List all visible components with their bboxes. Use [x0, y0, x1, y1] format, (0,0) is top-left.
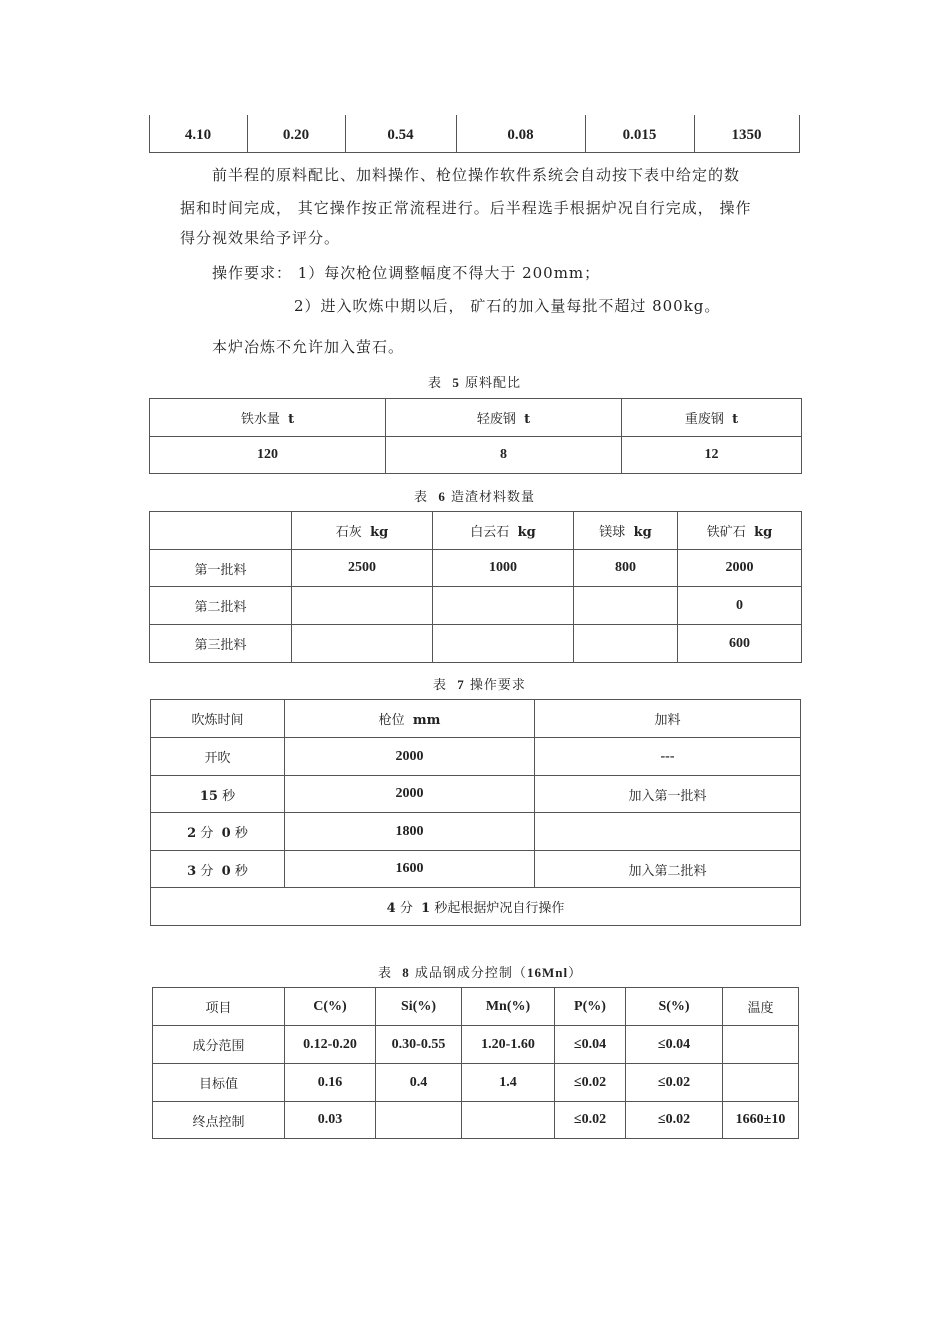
top-cell: 0.54	[387, 127, 414, 143]
top-cell: 4.10	[184, 127, 212, 143]
table8-cell: 0.4	[376, 1064, 462, 1102]
table8-header: C(%)	[285, 988, 376, 1026]
table6-cell	[433, 587, 574, 625]
table6-header: 石灰 kg	[292, 512, 433, 550]
table5-cell: 8	[386, 437, 622, 474]
table5-header: 重废钢 t	[622, 399, 802, 437]
table7-caption: 表 7 操作要求	[433, 677, 526, 693]
table6-cell: 2500	[292, 550, 433, 587]
top-cell: 0.015	[622, 127, 657, 143]
table8-caption: 表 8 成品钢成分控制（16Mnl）	[378, 965, 583, 981]
lance-cell: 1600	[285, 851, 535, 888]
table5-header: 轻废钢 t	[386, 399, 622, 437]
table8-cell: 1.4	[462, 1064, 555, 1102]
row-label: 终点控制	[153, 1102, 285, 1139]
row-label: 第三批料	[150, 625, 292, 663]
requirement-line: 操作要求： 1）每次枪位调整幅度不得大于 200mm；	[212, 264, 601, 282]
table-row	[150, 550, 802, 587]
top-cell: 1350	[731, 127, 762, 143]
table8-cell	[462, 1102, 555, 1139]
table5	[149, 398, 802, 474]
note-line: 本炉冶炼不允许加入萤石。	[212, 338, 405, 356]
row-label: 成分范围	[153, 1026, 285, 1064]
table6-cell	[574, 625, 678, 663]
table-row	[151, 813, 801, 851]
table6-cell	[433, 625, 574, 663]
table6-cell	[574, 587, 678, 625]
table8-header: Mn(%)	[462, 988, 555, 1026]
table6-header: 铁矿石 kg	[678, 512, 802, 550]
top-table	[149, 115, 800, 153]
time-cell: 2 分 0 秒	[151, 813, 285, 851]
table-row	[153, 1064, 799, 1102]
table-row	[150, 625, 802, 663]
table-row	[151, 738, 801, 776]
table6-header: 镁球 kg	[574, 512, 678, 550]
table8-cell	[723, 1064, 799, 1102]
lance-cell: 2000	[285, 738, 535, 776]
table8-header: Si(%)	[376, 988, 462, 1026]
table6-cell: 0	[678, 587, 802, 625]
table6-header: 白云石 kg	[433, 512, 574, 550]
table8-header: 温度	[723, 988, 799, 1026]
lance-cell: 2000	[285, 776, 535, 813]
table7-header-lance: 枪位 mm	[285, 700, 535, 738]
time-cell: 3 分 0 秒	[151, 851, 285, 888]
table7	[150, 699, 801, 926]
table-row	[151, 851, 801, 888]
table8-cell: 1.20-1.60	[462, 1026, 555, 1064]
table8-cell: ≤0.02	[626, 1064, 723, 1102]
table5-cell: 12	[622, 437, 802, 474]
paragraph-line: 据和时间完成， 其它操作按正常流程进行。后半程选手根据炉况自行完成， 操作	[180, 199, 752, 217]
table6-cell: 600	[678, 625, 802, 663]
table8-header: 项目	[153, 988, 285, 1026]
time-cell: 15 秒	[151, 776, 285, 813]
table6-corner	[150, 512, 292, 550]
table5-header: 铁水量 t	[150, 399, 386, 437]
table-row	[151, 888, 801, 926]
table8-cell: ≤0.04	[626, 1026, 723, 1064]
table8-cell	[723, 1026, 799, 1064]
table6-cell: 2000	[678, 550, 802, 587]
table8-cell: 0.12-0.20	[285, 1026, 376, 1064]
top-cell: 0.20	[282, 127, 310, 143]
table8-header: P(%)	[555, 988, 626, 1026]
table-row	[151, 776, 801, 813]
feed-cell: 加入第二批料	[535, 851, 801, 888]
table-row	[150, 587, 802, 625]
feed-cell	[535, 813, 801, 851]
table6-cell	[292, 587, 433, 625]
feed-cell: ---	[535, 738, 801, 776]
table6-cell: 800	[574, 550, 678, 587]
table8-header: S(%)	[626, 988, 723, 1026]
table8	[152, 987, 799, 1139]
requirement-line: 2）进入吹炼中期以后， 矿石的加入量每批不超过 800kg。	[294, 297, 721, 315]
table8-cell: ≤0.04	[555, 1026, 626, 1064]
top-cell: 0.08	[507, 127, 534, 143]
table5-caption: 表 5 原料配比	[428, 375, 521, 391]
table8-cell: ≤0.02	[626, 1102, 723, 1139]
paragraph-line: 前半程的原料配比、加料操作、枪位操作软件系统会自动按下表中给定的数	[212, 166, 741, 184]
row-label: 第一批料	[150, 550, 292, 587]
table5-cell: 120	[150, 437, 386, 474]
row-label: 第二批料	[150, 587, 292, 625]
table6-cell	[292, 625, 433, 663]
table6	[149, 511, 802, 663]
table8-cell: 0.03	[285, 1102, 376, 1139]
table8-cell: 1660±10	[723, 1102, 799, 1139]
table-row	[153, 1102, 799, 1139]
table8-cell	[376, 1102, 462, 1139]
table6-caption: 表 6 造渣材料数量	[414, 489, 535, 505]
feed-cell: 加入第一批料	[535, 776, 801, 813]
lance-cell: 1800	[285, 813, 535, 851]
table-row	[153, 1026, 799, 1064]
time-cell: 开吹	[151, 738, 285, 776]
table8-cell: ≤0.02	[555, 1064, 626, 1102]
paragraph-line: 得分视效果给予评分。	[180, 229, 341, 247]
row-label: 目标值	[153, 1064, 285, 1102]
table7-header-feed: 加料	[535, 700, 801, 738]
table6-cell: 1000	[433, 550, 574, 587]
table8-cell: 0.30-0.55	[376, 1026, 462, 1064]
table8-cell: 0.16	[285, 1064, 376, 1102]
table7-footer: 4 分 1 秒起根据炉况自行操作	[151, 888, 801, 926]
table7-header-time: 吹炼时间	[151, 700, 285, 738]
table8-cell: ≤0.02	[555, 1102, 626, 1139]
